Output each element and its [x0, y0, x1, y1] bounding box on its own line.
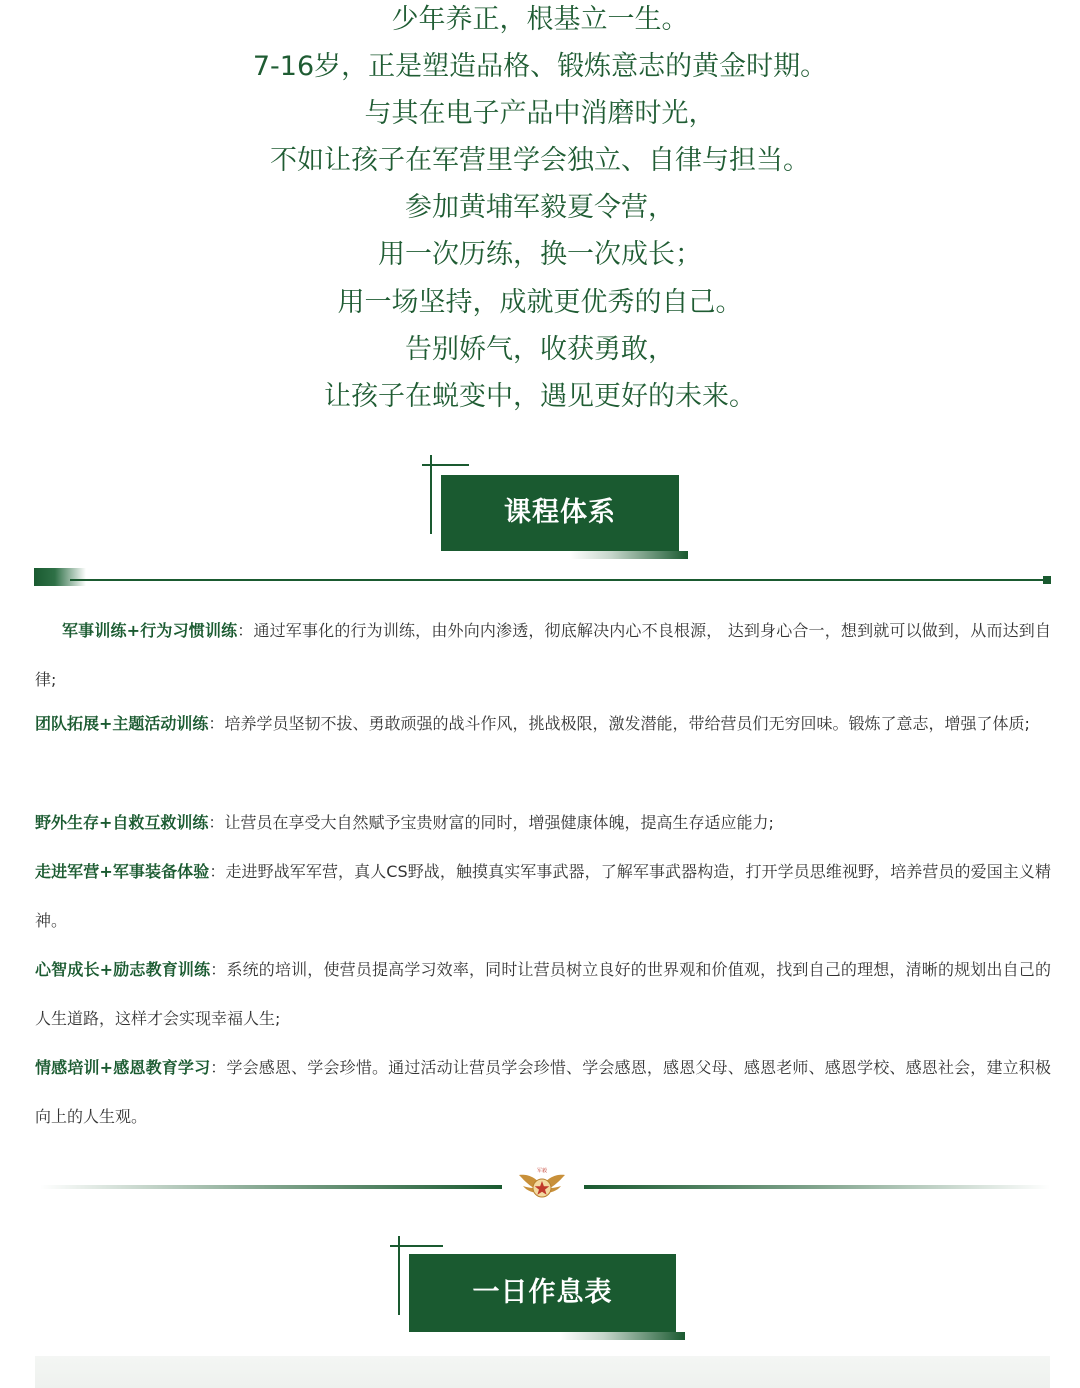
course-item-sep: ：	[210, 960, 227, 979]
intro-line: 不如让孩子在军营里学会独立、自律与担当。	[270, 145, 810, 176]
course-item-text: 培养学员坚韧不拔、勇敢顽强的战斗作风，挑战极限，激发潜能，带给营员们无穷回味。锻炼了意志，增强了体质;	[224, 714, 1030, 733]
course-item-text: 学会感恩、学会珍惜。通过活动让营员学会珍惜、学会感恩，感恩父母、感恩老师、感恩学校、感恩社会，建立积极向上的人生观。	[35, 1058, 1051, 1126]
intro-line: 用一次历练，换一次成长；	[378, 239, 702, 270]
course-item-text: 走进野战军军营，真人CS野战，触摸真实军事武器，了解军事武器构造，打开学员思维视野，培养营员的爱国主义精神。	[35, 862, 1051, 930]
course-item-sep: ：	[208, 714, 225, 733]
title-shadow-bar	[570, 551, 688, 559]
course-item-sep: ：	[237, 621, 254, 640]
intro-line: 与其在电子产品中消磨时光，	[364, 98, 716, 129]
course-item-heading: 走进军营+军事装备体验	[35, 862, 210, 881]
title-shadow-bar	[560, 1332, 685, 1340]
intro-line: 参加黄埔军毅夏令营，	[405, 192, 675, 223]
course-item	[35, 945, 1051, 1043]
course-item-text: 让营员在享受大自然赋予宝贵财富的同时，增强健康体魄，提高生存适应能力;	[224, 813, 774, 832]
emblem-text: 军毅	[536, 1168, 548, 1174]
schedule-panel-top	[35, 1356, 1050, 1388]
corner-vertical-line	[398, 1236, 400, 1315]
intro-line: 7-16岁，正是塑造品格、锻炼意志的黄金时期。	[252, 51, 828, 82]
course-item-heading: 团队拓展+主题活动训练	[35, 714, 209, 733]
section-title-course: 课程体系	[441, 475, 679, 551]
intro-line: 用一场坚持，成就更优秀的自己。	[337, 287, 743, 318]
winged-star-emblem-icon	[518, 1166, 566, 1202]
intro-line: 告别娇气，收获勇敢，	[405, 334, 675, 365]
course-item	[35, 1043, 1051, 1141]
divider-line	[70, 579, 1045, 581]
course-item	[35, 847, 1051, 945]
course-item	[35, 699, 1051, 748]
course-item-heading: 军事训练+行为习惯训练	[62, 621, 238, 640]
course-item	[35, 798, 1051, 847]
intro-line: 少年养正，根基立一生。	[391, 4, 689, 35]
course-item-sep: ：	[210, 1058, 227, 1077]
divider-gradient-end	[34, 568, 86, 586]
section-divider	[34, 568, 1051, 586]
corner-horizontal-line	[390, 1245, 443, 1247]
course-item-sep: ：	[209, 862, 226, 881]
section-title-schedule: 一日作息表	[409, 1254, 676, 1332]
intro-line: 让孩子在蜕变中，遇见更好的未来。	[324, 381, 756, 412]
course-item	[35, 606, 1051, 704]
divider-end-dot	[1043, 576, 1051, 584]
course-item-heading: 心智成长+励志教育训练	[35, 960, 211, 979]
course-item-heading: 野外生存+自救互救训练	[35, 813, 209, 832]
course-item-text: 系统的培训，使营员提高学习效率，同时让营员树立良好的世界观和价值观，找到自己的理想，清晰的规划出自己的人生道路，这样才会实现幸福人生;	[35, 960, 1051, 1028]
course-item-text: 通过军事化的行为训练，由外向内渗透，彻底解决内心不良根源， 达到身心合一，想到就可以做到，从而达到自律;	[35, 621, 1051, 689]
course-item-heading: 情感培训+感恩教育学习	[35, 1058, 211, 1077]
course-item-sep: ：	[208, 813, 225, 832]
corner-horizontal-line	[422, 464, 469, 466]
corner-vertical-line	[430, 455, 432, 534]
ornament-line-right	[584, 1185, 1050, 1189]
ornament-line-left	[40, 1185, 502, 1189]
